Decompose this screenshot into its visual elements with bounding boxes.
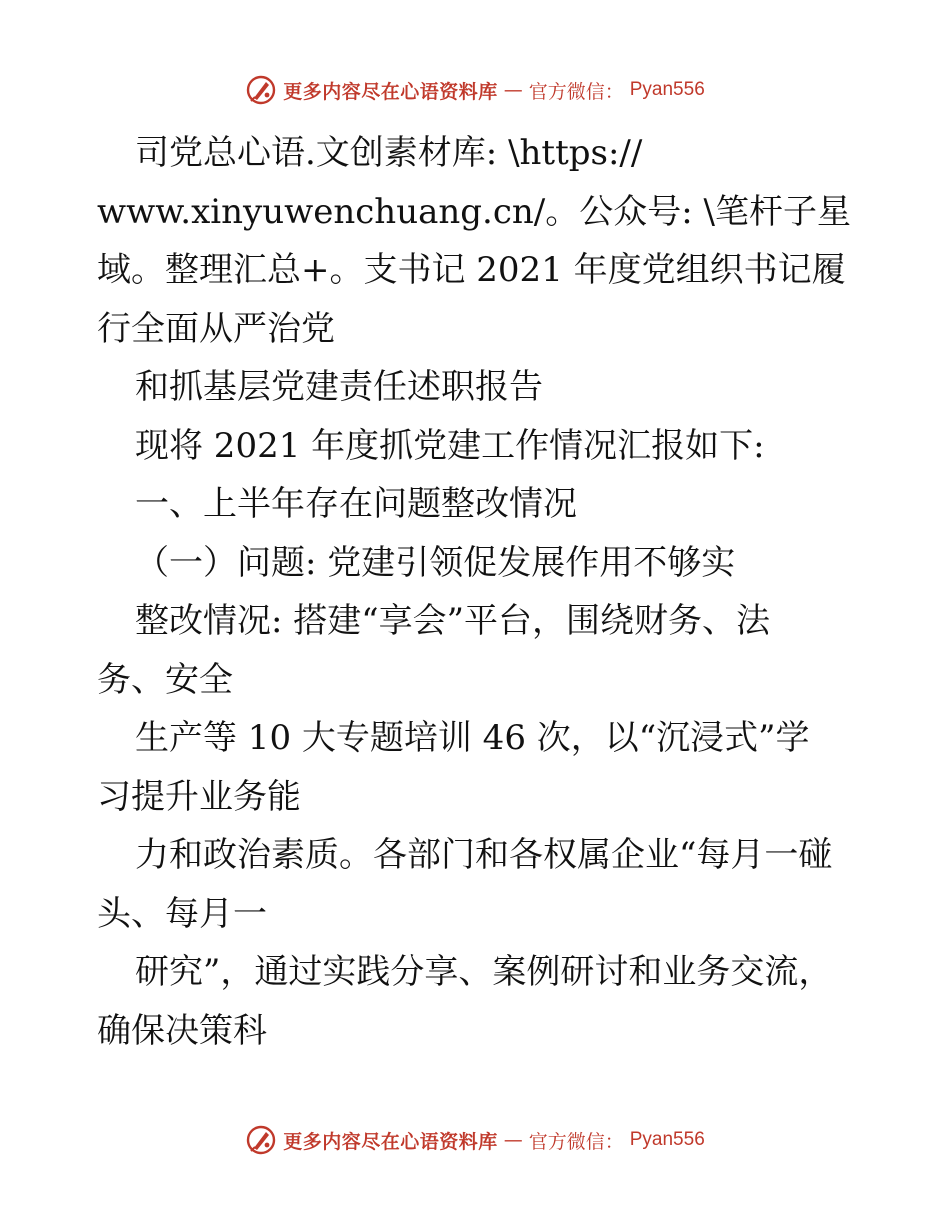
page-header bbox=[0, 70, 950, 110]
text-line: 现将 2021 年度抓党建工作情况汇报如下: bbox=[135, 425, 765, 466]
text-line: 和抓基层党建责任述职报告 bbox=[135, 367, 543, 407]
text-line: 研究”，通过实践分享、案例研讨和业务交流， bbox=[135, 952, 833, 992]
text-line: www.xinyuwenchuang.cn/。公众号: \笔杆子星 bbox=[97, 191, 851, 232]
text-line: 司党总心语.文创素材库: \https:// bbox=[135, 133, 643, 173]
text-line: 习提升业务能 bbox=[97, 776, 301, 817]
page-footer bbox=[0, 1120, 950, 1160]
quill-logo-icon bbox=[245, 74, 277, 106]
header-banner-text: 更多内容尽在心语资料库 bbox=[283, 80, 498, 103]
text-line: 整改情况: 搭建“享会”平台，围绕财务、法 bbox=[135, 601, 771, 641]
subsection-heading: （一）问题: 党建引领促发展作用不够实 bbox=[135, 542, 736, 583]
header-wechat-label: 官方微信： bbox=[528, 80, 624, 103]
text-line: 生产等 10 大专题培训 46 次，以“沉浸式”学 bbox=[135, 718, 810, 758]
text-line: 务、安全 bbox=[97, 659, 233, 700]
footer-banner-text: 更多内容尽在心语资料库 bbox=[283, 1130, 498, 1153]
footer-wechat-id: Pyan556 bbox=[629, 1129, 705, 1150]
text-line: 确保决策科 bbox=[97, 1010, 267, 1051]
quill-logo-icon bbox=[245, 1124, 277, 1156]
document-body bbox=[97, 124, 857, 1060]
text-line: 域。整理汇总+。支书记 2021 年度党组织书记履 bbox=[97, 250, 846, 290]
header-banner-dash: — bbox=[503, 79, 523, 101]
header-wechat-id: Pyan556 bbox=[629, 79, 705, 100]
footer-banner-dash: — bbox=[503, 1129, 523, 1151]
footer-banner bbox=[245, 1124, 705, 1156]
header-banner bbox=[245, 74, 705, 106]
text-line: 头、每月一 bbox=[97, 893, 267, 934]
footer-wechat-label: 官方微信： bbox=[528, 1130, 624, 1153]
section-heading: 一、上半年存在问题整改情况 bbox=[135, 484, 577, 524]
text-line: 行全面从严治党 bbox=[97, 308, 335, 349]
text-line: 力和政治素质。各部门和各权属企业“每月一碰 bbox=[135, 835, 833, 875]
